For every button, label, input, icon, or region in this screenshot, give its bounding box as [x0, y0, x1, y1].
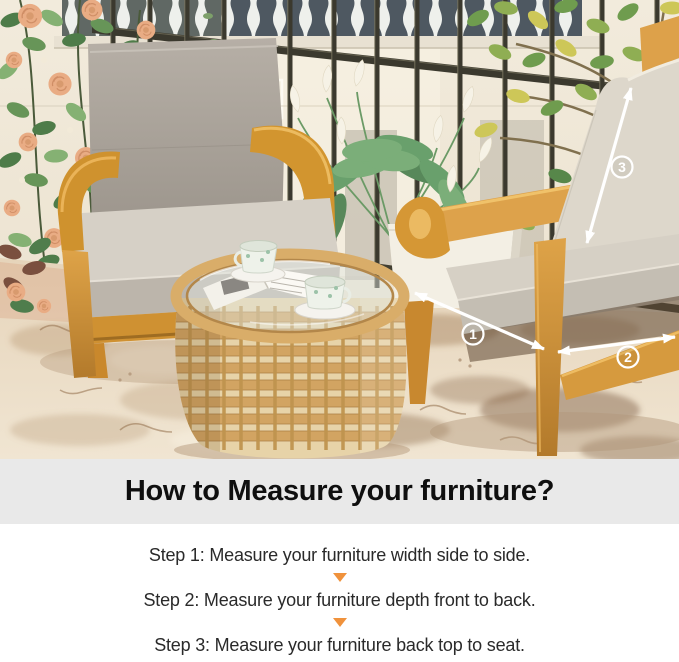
svg-text:2: 2	[624, 348, 632, 365]
step-text-3: Step 3: Measure your furniture back top to seat.	[154, 635, 525, 655]
svg-text:3: 3	[618, 158, 626, 175]
svg-text:1: 1	[469, 325, 477, 342]
rattan-side-table	[160, 241, 420, 460]
page-title: How to Measure your furniture?	[124, 475, 555, 507]
measurement-badge-3	[612, 157, 633, 178]
step-text-2: Step 2: Measure your furniture depth front to back.	[143, 590, 536, 610]
instructions-panel	[0, 524, 679, 662]
step-text-1: Step 1: Measure your furniture width side to side.	[148, 545, 531, 565]
instructions-heading-band	[0, 459, 679, 524]
measurement-badge-2	[618, 347, 639, 368]
down-arrow-icon	[333, 573, 347, 582]
down-arrow-icon	[333, 618, 347, 627]
measurement-badge-1	[463, 324, 484, 345]
